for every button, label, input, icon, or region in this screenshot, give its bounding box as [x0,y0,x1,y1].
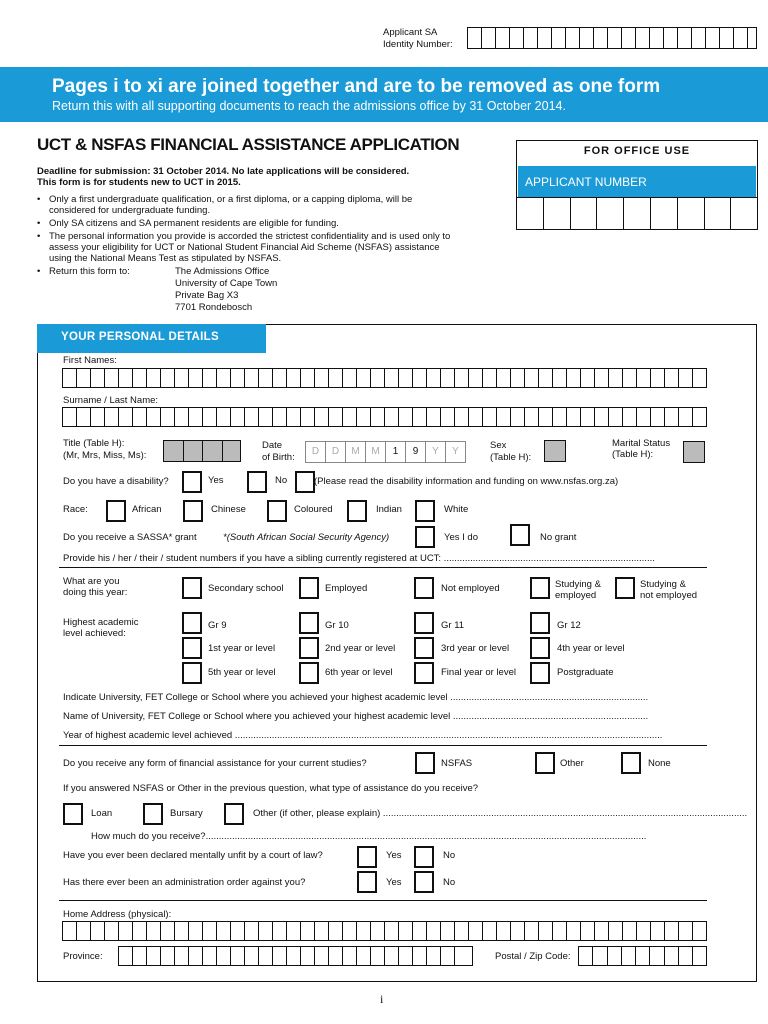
unfit-yes-checkbox[interactable] [357,846,377,868]
province-input[interactable] [118,946,473,966]
bullet-text-3c: using the National Means Test as stipulated by NSFAS. [49,253,282,264]
race-label: Race: [63,504,88,515]
marital-label-1: Marital Status [612,438,671,449]
level-checkbox[interactable] [414,637,434,659]
sex-label-2: (Table H): [490,452,532,463]
title-input[interactable] [163,440,241,462]
level-checkbox[interactable] [299,662,319,684]
dob-cell: 1 [386,442,406,462]
sibling-question: Provide his / her / their / student numbers if you have a sibling currently registered at UCT: ................................................................................ [63,553,655,564]
applicant-number-label: APPLICANT NUMBER [525,175,647,189]
level-label: Gr 10 [325,620,349,631]
personal-details-heading: YOUR PERSONAL DETAILS [61,331,219,343]
level-label: 5th year or level [208,667,276,678]
other-checkbox[interactable] [224,803,244,825]
race-african-label: African [132,504,162,515]
fin-other-checkbox[interactable] [535,752,555,774]
fin-other-label: Other [560,758,584,769]
disability-question: Do you have a disability? [63,476,169,487]
deadline-line-1: Deadline for submission: 31 October 2014. No late applications will be considered. [37,166,410,177]
fin-nsfas-checkbox[interactable] [415,752,435,774]
doing-secondary-checkbox[interactable] [182,577,202,599]
disability-no-label: No [275,475,288,486]
dob-cell: Y [426,442,446,462]
level-checkbox[interactable] [530,662,550,684]
fin-nsfas-label: NSFAS [441,758,473,769]
sassa-no-checkbox[interactable] [510,524,530,546]
admin-no-label: No [443,877,456,888]
level-checkbox[interactable] [530,612,550,634]
bullet-text-2: Only SA citizens and SA permanent residents are eligible for funding. [49,218,339,229]
highest-label-1: Highest academic [63,617,139,628]
address-line-4: 7701 Rondebosch [175,302,253,313]
level-label: Final year or level [441,667,516,678]
admin-no-checkbox[interactable] [414,871,434,893]
bullet-4: • [37,266,41,277]
level-label: 6th year or level [325,667,393,678]
doing-label-1: What are you [63,576,120,587]
doing-studying-not-employed-checkbox[interactable] [615,577,635,599]
fin-none-checkbox[interactable] [621,752,641,774]
address-line-3: Private Bag X3 [175,290,239,301]
marital-input[interactable] [683,441,705,463]
surname-input[interactable] [62,407,707,427]
dob-input[interactable] [305,441,466,463]
level-label: Postgraduate [557,667,614,678]
home-address-input[interactable] [62,921,707,941]
studying-employed-label-1: Studying & [555,579,601,590]
doing-label-2: doing this year: [63,587,128,598]
dob-label-2: of Birth: [262,452,295,463]
id-number-input[interactable] [467,27,757,49]
indicate-institution[interactable]: Indicate University, FET College or School where you achieved your highest academic level ........................................................................... [63,692,649,703]
race-chinese-checkbox[interactable] [183,500,203,522]
level-checkbox[interactable] [182,612,202,634]
race-white-label: White [444,504,469,515]
studying-not-employed-label-1: Studying & [640,579,686,590]
admin-yes-label: Yes [386,877,402,888]
doing-employed-checkbox[interactable] [299,577,319,599]
other-explain[interactable]: Other (if other, please explain) .......................................................................................................................................... [253,808,748,819]
unfit-no-label: No [443,850,456,861]
disability-no-checkbox[interactable] [247,471,267,493]
unfit-no-checkbox[interactable] [414,846,434,868]
level-checkbox[interactable] [299,612,319,634]
level-label: 1st year or level [208,643,276,654]
dob-label-1: Date [262,440,283,451]
year-highest[interactable]: Year of highest academic level achieved .................................................................................................................................................................. [63,730,663,741]
dob-cell: M [346,442,366,462]
sassa-yes-checkbox[interactable] [415,526,435,548]
disability-extra-checkbox[interactable] [295,471,315,493]
postal-code-input[interactable] [578,946,707,966]
bullet-text-3: The personal information you provide is accorded the strictest confidentiality and is used only to [49,231,451,242]
bullet-text-1: Only a first undergraduate qualification, or a first diploma, or a capping diploma, will be [49,194,413,205]
page-title: UCT & NSFAS FINANCIAL ASSISTANCE APPLICATION [37,135,460,154]
assistance-type-question: If you answered NSFAS or Other in the previous question, what type of assistance do you receive? [63,783,479,794]
highest-label-2: level achieved: [63,628,126,639]
admin-question: Has there ever been an administration order against you? [63,877,306,888]
level-checkbox[interactable] [414,662,434,684]
level-checkbox[interactable] [182,637,202,659]
race-african-checkbox[interactable] [106,500,126,522]
id-label-1: Applicant SA [383,27,438,38]
how-much[interactable]: How much do you receive?....................................................................................................................................................................... [91,831,647,842]
level-label: 4th year or level [557,643,625,654]
level-checkbox[interactable] [299,637,319,659]
disability-note: (Please read the disability information and funding on www.nsfas.org.za) [314,476,619,487]
level-label: 2nd year or level [325,643,396,654]
doing-not-employed-checkbox[interactable] [414,577,434,599]
sassa-no-label: No grant [540,532,577,543]
bullet-1: • [37,194,41,205]
deadline-line-2: This form is for students new to UCT in 2015. [37,177,241,188]
studying-not-employed-label-2: not employed [640,590,698,601]
level-checkbox[interactable] [530,637,550,659]
id-label-2: Identity Number: [383,39,453,50]
race-chinese-label: Chinese [211,504,246,515]
applicant-number-input[interactable] [516,197,758,230]
loan-label: Loan [91,808,113,819]
name-institution[interactable]: Name of University, FET College or School where you achieved your highest academic level .......................................................................... [63,711,649,722]
race-indian-checkbox[interactable] [347,500,367,522]
address-line-1: The Admissions Office [175,266,270,277]
first-names-input[interactable] [62,368,707,388]
level-label: 3rd year or level [441,643,510,654]
divider [59,567,707,568]
loan-checkbox[interactable] [63,803,83,825]
banner-subtitle: Return this with all supporting documents to reach the admissions office by 31 October 2014. [52,99,566,113]
level-checkbox[interactable] [414,612,434,634]
home-address-label: Home Address (physical): [63,909,172,920]
title-label-2: (Mr, Mrs, Miss, Ms): [63,450,147,461]
race-coloured-checkbox[interactable] [267,500,287,522]
first-names-label: First Names: [63,355,117,366]
sex-input[interactable] [544,440,566,462]
bullet-text-1b: considered for undergraduate funding. [49,205,211,216]
disability-yes-checkbox[interactable] [182,471,202,493]
dob-cell: D [326,442,346,462]
admin-yes-checkbox[interactable] [357,871,377,893]
sassa-note: *(South African Social Security Agency) [223,532,390,543]
bullet-3: • [37,231,41,242]
bullet-2: • [37,218,41,229]
unfit-yes-label: Yes [386,850,402,861]
level-label: Gr 11 [441,620,465,631]
sassa-yes-label: Yes I do [444,532,478,543]
bursary-checkbox[interactable] [143,803,163,825]
financial-question: Do you receive any form of financial assistance for your current studies? [63,758,367,769]
race-indian-label: Indian [376,504,402,515]
dob-cell: D [306,442,326,462]
doing-not-employed-label: Not employed [441,583,500,594]
bullet-text-4: Return this form to: [49,266,130,277]
bursary-label: Bursary [170,808,203,819]
level-label: Gr 9 [208,620,227,631]
postal-code-label: Postal / Zip Code: [495,951,571,962]
address-line-2: University of Cape Town [175,278,278,289]
dob-cell: Y [452,446,459,457]
sex-label-1: Sex [490,440,507,451]
banner-title: Pages i to xi are joined together and are to be removed as one form [52,76,661,97]
race-white-checkbox[interactable] [415,500,435,522]
divider [59,900,707,901]
dob-cell: M [366,442,386,462]
divider [59,745,707,746]
office-use-heading: FOR OFFICE USE [583,145,691,157]
surname-label: Surname / Last Name: [63,395,159,406]
fin-none-label: None [648,758,671,769]
level-checkbox[interactable] [182,662,202,684]
doing-secondary-label: Secondary school [208,583,284,594]
marital-label-2: (Table H): [612,449,654,460]
race-coloured-label: Coloured [294,504,333,515]
doing-employed-label: Employed [325,583,368,594]
dob-cell: 9 [406,442,426,462]
province-label: Province: [63,951,103,962]
title-label-1: Title (Table H): [63,438,125,449]
level-label: Gr 12 [557,620,581,631]
sassa-question: Do you receive a SASSA* grant [63,532,197,543]
bullet-text-3b: assess your eligibility for UCT or National Student Financial Aid Scheme (NSFAS) assistance [49,242,440,253]
doing-studying-employed-checkbox[interactable] [530,577,550,599]
disability-yes-label: Yes [208,475,224,486]
unfit-question: Have you ever been declared mentally unfit by a court of law? [63,850,323,861]
studying-employed-label-2: employed [555,590,597,601]
page-number: i [380,992,384,1006]
